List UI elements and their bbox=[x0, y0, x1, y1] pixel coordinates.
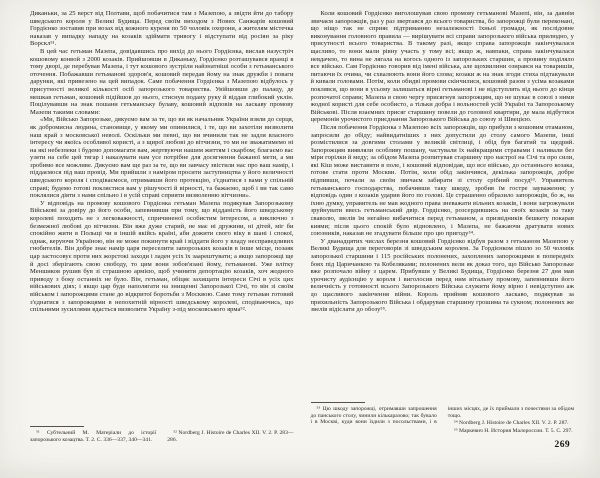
footnote-rule bbox=[30, 426, 84, 427]
body-paragraph: У дванадцятих числах березня кошовий Гордієнко відбув разом з гетьманом Мазепою у Великі Будища для переговорів зі шведським королем. За Гордієнком пішло зо 50 чоловік запорозької старшини і 115 російських полонених, захоплених запорожцями в попередніх боях під Царичанкою та Кобеляками; полонених вели як доказ того, що Військо Запорозьке вже розпочало війну з царем. Прибувши у Великі Будища, Гордієнко березня 27 дня мав урочисту аудієнцію у короля і виголосив перед ним вітальну промову, запевнивши його величність у готовності всього Запорозького Війська служити йому вірно і невідступно аж до щасливого закінчення війни. Король прийняв кошового ласкаво, подякував за прихильність Запорозького Війська і обдарував старшину грошима та сукном; полонених же звелів відіслати до обозу⁵⁵. bbox=[310, 237, 574, 314]
footnote-list bbox=[311, 406, 575, 434]
right-footnotes bbox=[311, 402, 575, 434]
footnote: ⁵¹ Субтельний М. Матеріали до історії запорозького козацтва. Т. 2. С. 336—337, 340—341. bbox=[30, 430, 157, 443]
body-paragraph: Диканьки, за 25 верст від Полтави, щоб побачитися там з Мазепою, а звідти йти до табору шведського короля у Великі Будища. Перед своїм виходом з Нових Санжарів кошовий Гордієнко зоставив при возах від кожного куреня по 50 чоловік охорони, а жителям містечка наказав у випадку нападу на козаків здіймати тривогу і відступати від росіян за ріку Ворскл⁵¹. bbox=[30, 10, 294, 48]
footnote: ⁵³ Цю шкоду запорожці, отримавши запрошення до панського столу, чинили кількаразово; так бувало і в Москві, куди вони їздили з посольствами, і в інших місцях, де їх приймали з почестями за обідом тощо. bbox=[310, 406, 574, 425]
footnote: ⁵² Nordberg J. Histoire de Charles XII. V. 2. P. 283—286. bbox=[167, 430, 294, 443]
body-paragraph: Коли кошовий Гордієнко виголошував свою промову гетьманові Мазепі, він, за давнім звичаєм запорожців, раз у раз звертався до всього товариства, бо запорожці були переконані, що ніщо так не сприяє підтриманню незалежності їхньої громади, як послідовне виконування головного правила — вирішувати всі справи запорозького війська прилюдно, у присутності всього товариства. В такому разі, якщо справа запорожців закінчувалася щасливо, то вони мали рівну участь у тому всі; якщо ж, навпаки, справа закінчувалася невдачею, то вина не лягала на когось одного із запорозьких старшин, а провину поділяло все військо. Сам Гордієнко говорив від імені війська, але щохвилини озирався на товаришів, питаючи їх очима, чи схвалюють вони його слова; козаки ж на знак згоди стиха підтакували й кивали головами. Потім, коли обидві промови скінчилися, кошовий разом з усіма козаками поклявся, що вони в усьому залишаться вірні гетьманові і не відступлять від нього до кінця розпочатої справи; Мазепа в свою чергу присягнув запорожцям, що не шукає в союзі з ними жодної користі для себе особисто, а тільки добра і вольностей усій Україні та Запорозькому Військові. Після взаємних присяг старшину повели до головної квартири, де мала відбутися церемонія урочистого приєднання Запорозького Війська до союзу зі Швецією. bbox=[310, 10, 574, 124]
footnote: ⁵⁴ Nordberg J. Histoire de Charles XII. V. 2. P. 287. bbox=[453, 420, 569, 426]
left-column-text bbox=[30, 10, 294, 368]
left-column bbox=[30, 10, 294, 470]
body-paragraph: Після побачення Гордієнка з Мазепою всіх запорожців, що прибули з кошовим отаманом, запросили до обіду; найвидатніших з них допустили до столу самого Мазепи, інші розмістилися за довгими столами у великій світлиці, і обід був багатий та щедрий. Запорожцям виявляли особливу пошану, частували їх найкращими стравами і наливали без міри горілки й меду; за обідом Мазепа розпитував старшину про настрої на Січі та про сили, які Кіш може виставити в поле, і кошовий відповідав, що все військо, до останнього козака, готове стати проти Москви. Потім, коли обід закінчився, декілька запорожців, добре підпивши, почали за своїм звичаєм забирати зі столу срібний посуд⁵³. Управитель гетьманського господарства, побачивши таку шкоду, зробив їм гостре зауваження; у відповідь один з козаків ударив його по голові. Це страшенно образило запорожців, бо ж, на їхню думку, управитель не мав жодного права зневажати вільних козаків, і вони загрожували зруйнувати ввесь гетьманський двір. Гордієнко, розсердившись на своїх козаків за таку сваволю, звелів їм негайно вибачитися перед гетьманом, а призвідників бешкету покарав киями; після цього спокій було відновлено, і Мазепа, не бажаючи дратувати нових союзників, наказав не згадувати більше про цю пригоду⁵⁴. bbox=[310, 123, 574, 238]
footnote-list bbox=[30, 430, 294, 444]
text-columns bbox=[30, 10, 574, 470]
page-number: 269 bbox=[554, 440, 570, 450]
body-paragraph: В цей час гетьман Мазепа, довідавшись про вихід до нього Гордієнка, вислав назустріч кошовому конвой з 2000 козаків. Прийшовши в Диканьку, Гордієнко розташувався вранці в тому дворі, де перебував Мазепа, і тут кошового зустріли найзнатніші особи з гетьманського оточення. Побажавши гетьманові здоров'я, кошовий передав йому на знак дружби і поваги дарунки, які привезено на цей випадок. Саме побачення Гордієнка з Мазепою відбулось у присутності великої кількості осіб запорозького товариства. Увійшовши до палацу, де мешкав гетьман, кошовий підійшов до нього, стиснув подану руку й віддав глибокий уклін. Поцілувавши на знак пошани гетьманську булаву, кошовий відповів на ласкаву промову Мазепи такими словами: bbox=[30, 47, 294, 116]
left-footnotes bbox=[30, 426, 294, 444]
body-paragraph: У відповідь на промову кошового Гордієнка гетьман Мазепа подякував Запорозькому Військові за довіру до його особи, запевнивши при тому, що відданість його шведському королеві походить не з легковажності, спричиненої особистим інтересом, а виключно з безмежної любові до вітчизни. Він вже дуже старий, не має ні дружини, ні дітей, міг би спокійно жити в Польщі чи в іншій якійсь країні, аби дожити свого віку в шані і спокої, однак, керуючи Україною, він не може покинути край і віддати його у владу несправедливих гнобителів. Він добре знає намір царя переселити запорозьких козаків в інше місце, позаяк цар застосовує проти них жорстокі заходи і ладен усіх їх заарештувати; а якщо запорожці ще й досі зберігають свою свободу, то цим вони зобов'язані йому, гетьманові. Уже влітку Меншиков рушив був зі страшною армією, щоб учинити депортацію козаків, хоч жодного приводу з боку останніх не було. Він, гетьман, обіцяє захищати інтереси Січі в усіх цих військових діях; і якщо цар буде наполягати на знищенні Запорозької Січі, то він зі своїм військом і запорожцями стане до відкритої боротьби з Москвою. Саме тому гетьман готовий з'єднатися з запорожцями в непохитній вірності шведському королеві, сподіваючись, що спільними зусиллями вдасться визволити Україну з-під московського ярма⁵². bbox=[30, 199, 294, 314]
right-column bbox=[311, 10, 575, 470]
right-column-text bbox=[311, 10, 575, 368]
body-paragraph-quote: «Ми, Військо Запорозьке, дякуємо вам за те, що ви як начальник України взяли до серця, як добромисна людина, становище, у якому ми опинилися, і те, що ви захотіли визволити наш край з московської неволі. Оскільки ми певні, що ви вчинили так не задля власного інтересу чи якоїсь особливої користі, а з щирої любові до вітчизни, то ми не зважатимемо ні на які небезпеки і будемо допомагати вам, жертвуючи нашим життям і скарбом; благаємо вас узяти на себе цей тягар і наказувати нам усе потрібне для досягнення бажаної мети, а ми зробимо все можливе. Дякуємо вам ще раз за те, що ви завчасу звістили нас про ваш намір, і піддаємося під ваш провід. Ми прийшли з наміром просити заступництва у його величності шведського короля і сподіваємося, отримавши його протекцію, з'єднатися з вами у спільній справі; будемо готові поклястися вам у рішучості й вірності, та бажаємо, щоб і ви так само поклялися діяти з нами спільно і в усій справі сприяти визволенню вітчизни». bbox=[30, 116, 294, 200]
footnote-rule bbox=[311, 402, 365, 403]
footnote: ⁵⁵ Маркевич Н. История Малороссии. Т. 5. С. 297. bbox=[453, 427, 573, 434]
